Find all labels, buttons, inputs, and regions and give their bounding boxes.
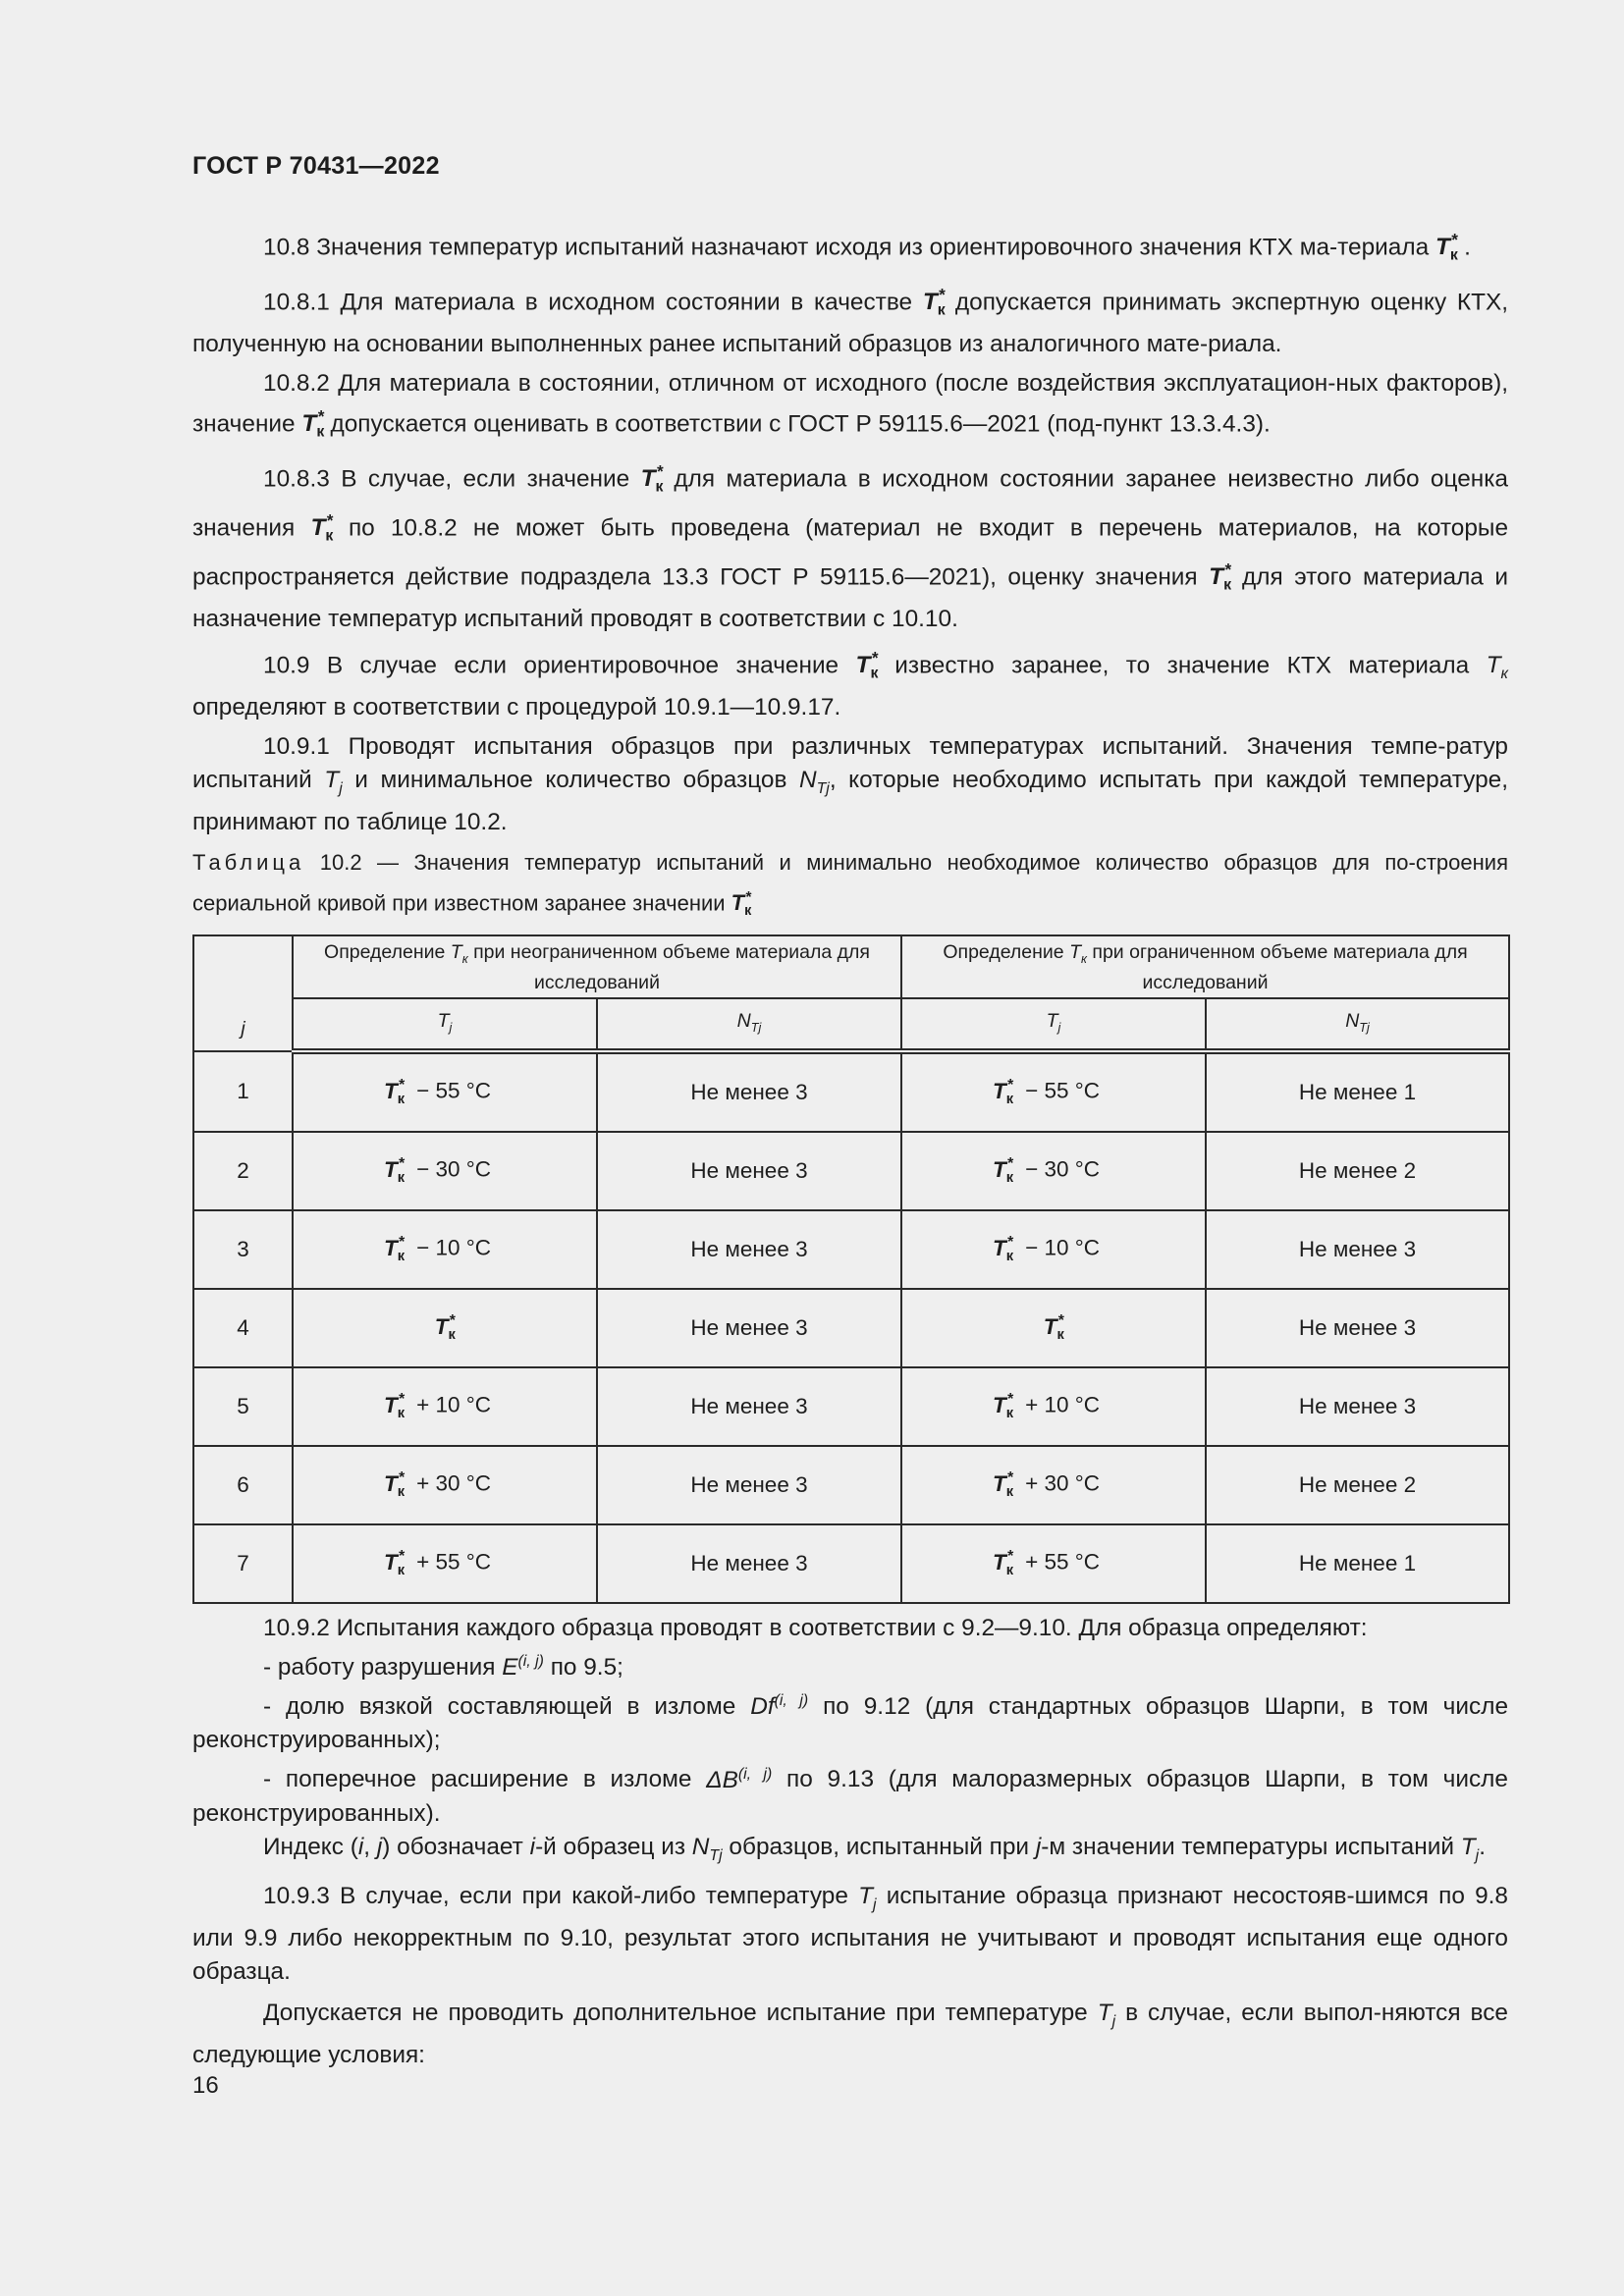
cell-j: 2 (193, 1132, 293, 1210)
table-row (193, 1289, 1509, 1367)
tk-star-symbol: $T_к^*$ (993, 1391, 1014, 1422)
document-header: ГОСТ Р 70431—2022 (192, 152, 440, 180)
cell-temperature (293, 1289, 597, 1367)
table-row (193, 1524, 1509, 1603)
tk-star-symbol: $T_к^*$ (301, 406, 325, 441)
cell-j: 1 (193, 1051, 293, 1132)
cell-count: Не менее 1 (1206, 1051, 1509, 1132)
tk-symbol: $T_к$ (1486, 652, 1509, 682)
cell-temperature: $T_к^* - 30$ °C (901, 1132, 1206, 1210)
tk-star-symbol: $T_к^*$ (993, 1469, 1014, 1501)
tk-star-symbol: $T_к^*$ (384, 1469, 406, 1501)
header-ntj: $N_{Tj}$ (1206, 998, 1509, 1051)
header-group-unlimited: Определение $T_к$ при неограниченном объеме материала для исследований (293, 935, 901, 998)
table-body (193, 1051, 1509, 1603)
cell-temperature: $T_к^* - 30$ °C (293, 1132, 597, 1210)
cell-count: Не менее 3 (597, 1210, 901, 1289)
cell-j: 7 (193, 1524, 293, 1603)
cell-temperature: $T_к^* + 55$ °C (293, 1524, 597, 1603)
cell-temperature: $T_к^* + 30$ °C (901, 1446, 1206, 1524)
paragraph-10-8: 10.8 Значения температур испытаний назначают исходя из ориентировочного значения КТХ ма-териала $T_к^*$ . (263, 231, 1471, 264)
header-tj: $T_j$ (901, 998, 1206, 1051)
cell-count: Не менее 2 (1206, 1132, 1509, 1210)
page-number: 16 (192, 2072, 219, 2099)
tk-star-symbol: $T_к^*$ (1209, 560, 1232, 594)
cell-j: 4 (193, 1289, 293, 1367)
list-item-db: - поперечное расширение в изломе ΔB$^{(i, j)}$ по 9.13 (для малоразмерных образцов Шарпи, в том числе реконструированных). (192, 1765, 1508, 1827)
cell-temperature: $T_к^* + 55$ °C (901, 1524, 1206, 1603)
table-row (193, 1367, 1509, 1446)
cell-count: Не менее 3 (597, 1446, 901, 1524)
body-text (192, 224, 1508, 2072)
paragraph-last: Допускается не проводить дополнительное испытание при температуре $T_j$ в случае, если выпол-няются все следующие условия: (192, 2000, 1508, 2069)
paragraph-10-8-2: 10.8.2 Для материала в состоянии, отличном от исходного (после воздействия эксплуатацион-ных факторов), значение $T_к^*$ допускается оценивать в соответствии с ГОСТ Р 59115.6—2021 (под-пункт 13.3.4.3). (192, 369, 1508, 441)
text-after-table (192, 1612, 1508, 2072)
cell-count: Не менее 3 (597, 1132, 901, 1210)
cell-temperature: $T_к^* + 30$ °C (293, 1446, 597, 1524)
table-caption: Таблица 10.2 — Значения температур испытаний и минимально необходимое количество образцов для по-строения сериальной кривой при известном заранее значении $T_к^*$ (192, 849, 1508, 920)
tk-star-symbol: $T_к^*$ (384, 1077, 406, 1108)
tk-star-symbol: $T_к^*$ (310, 510, 334, 545)
tk-star-symbol: $T_к^*$ (731, 888, 752, 920)
cell-count: Не менее 1 (1206, 1524, 1509, 1603)
tk-star-symbol: $T_к^*$ (993, 1234, 1014, 1265)
tk-star-symbol: $T_к^*$ (384, 1391, 406, 1422)
document-page (192, 0, 1508, 2296)
tk-star-symbol: $T_к^*$ (384, 1548, 406, 1579)
cell-temperature: $T_к^* + 10$ °C (901, 1367, 1206, 1446)
list-item-df: - долю вязкой составляющей в изломе Df$^{(i, j)}$ по 9.12 (для стандартных образцов Шарпи, в том числе реконструированных); (192, 1692, 1509, 1754)
cell-temperature: $T_к^* - 55$ °C (293, 1051, 597, 1132)
cell-count: Не менее 2 (1206, 1446, 1509, 1524)
cell-count: Не менее 3 (597, 1051, 901, 1132)
paragraph-10-8-3: 10.8.3 В случае, если значение $T_к^*$ для материала в исходном состоянии заранее неизвестно либо оценка значения $T_к^*$ по 10.8.2 не может быть проведена (материал не входит в перечень материалов, на которые распространяется действие подраздела 13.3 ГОСТ Р 59115.6—2021), оценку значения $T_к^*$ для этого материала и назначение температур испытаний проводят в соответствии с 10.10. (192, 461, 1509, 632)
table-row (193, 1210, 1509, 1289)
ntj-symbol: $N_{Tj}$ (798, 766, 830, 797)
paragraph-10-8-1: 10.8.1 Для материала в исходном состоянии в качестве $T_к^*$ допускается принимать экспертную оценку КТХ, полученную на основании выполненных ранее испытаний образцов из аналогичного мате-риала. (192, 285, 1509, 357)
cell-j: 6 (193, 1446, 293, 1524)
cell-count: Не менее 3 (597, 1367, 901, 1446)
tk-star-symbol: $T_к^*$ (434, 1312, 456, 1344)
cell-temperature: $T_к^* - 55$ °C (901, 1051, 1206, 1132)
header-tj: $T_j$ (293, 998, 597, 1051)
paragraph-index: Индекс (i, j) обозначает i-й образец из $N_{Tj}$ образцов, испытанный при j-м значении температуры испытаний $T_j$. (263, 1833, 1486, 1864)
table-row (193, 1051, 1509, 1132)
cell-count: Не менее 3 (597, 1524, 901, 1603)
cell-count: Не менее 3 (1206, 1210, 1509, 1289)
tk-star-symbol: $T_к^*$ (993, 1155, 1014, 1187)
list-item-e: - работу разрушения E$^{(i, j)}$ по 9.5; (263, 1653, 623, 1682)
table-row (193, 1132, 1509, 1210)
cell-temperature: $T_к^* - 10$ °C (901, 1210, 1206, 1289)
cell-temperature: $T_к^* + 10$ °C (293, 1367, 597, 1446)
tk-star-symbol: $T_к^*$ (1435, 231, 1458, 264)
cell-count: Не менее 3 (1206, 1289, 1509, 1367)
cell-j: 3 (193, 1210, 293, 1289)
tk-star-symbol: $T_к^*$ (1043, 1312, 1064, 1344)
tk-star-symbol: $T_к^*$ (922, 285, 946, 319)
paragraph-10-9: 10.9 В случае если ориентировочное значение $T_к^*$ известно заранее, то значение КТХ материала $T_к$ определяют в соответствии с процедурой 10.9.1—10.9.17. (192, 648, 1509, 721)
tk-star-symbol: $T_к^*$ (993, 1548, 1014, 1579)
cell-count: Не менее 3 (1206, 1367, 1509, 1446)
paragraph-10-9-2: 10.9.2 Испытания каждого образца проводят в соответствии с 9.2—9.10. Для образца определяют: (263, 1615, 1368, 1642)
cell-temperature (901, 1289, 1206, 1367)
table-10-2 (192, 934, 1510, 1604)
paragraph-10-9-1: 10.9.1 Проводят испытания образцов при различных температурах испытаний. Значения темпе-ратур испытаний $T_j$ и минимальное количество образцов $N_{Tj}$, которые необходимо испытать при каждой температуре, принимают по таблице 10.2. (192, 732, 1508, 835)
tk-star-symbol: $T_к^*$ (384, 1234, 406, 1265)
paragraph-10-9-3: 10.9.3 В случае, если при какой-либо температуре $T_j$ испытание образца признают несостояв-шимся по 9.8 или 9.9 либо некорректным по 9.10, результат этого испытания не учитывают и проводят испытания еще одного образца. (192, 1883, 1508, 1986)
tk-star-symbol: $T_к^*$ (993, 1077, 1014, 1108)
header-group-limited: Определение $T_к$ при ограниченном объеме материала для исследований (901, 935, 1509, 998)
tk-star-symbol: $T_к^*$ (855, 648, 879, 682)
cell-j: 5 (193, 1367, 293, 1446)
tk-star-symbol: $T_к^*$ (384, 1155, 406, 1187)
tk-star-symbol: $T_к^*$ (640, 461, 664, 496)
cell-count: Не менее 3 (597, 1289, 901, 1367)
header-j: j (193, 935, 293, 1051)
table-row (193, 1446, 1509, 1524)
tj-symbol: $T_j$ (324, 766, 343, 797)
cell-temperature: $T_к^* - 10$ °C (293, 1210, 597, 1289)
header-ntj: $N_{Tj}$ (597, 998, 901, 1051)
